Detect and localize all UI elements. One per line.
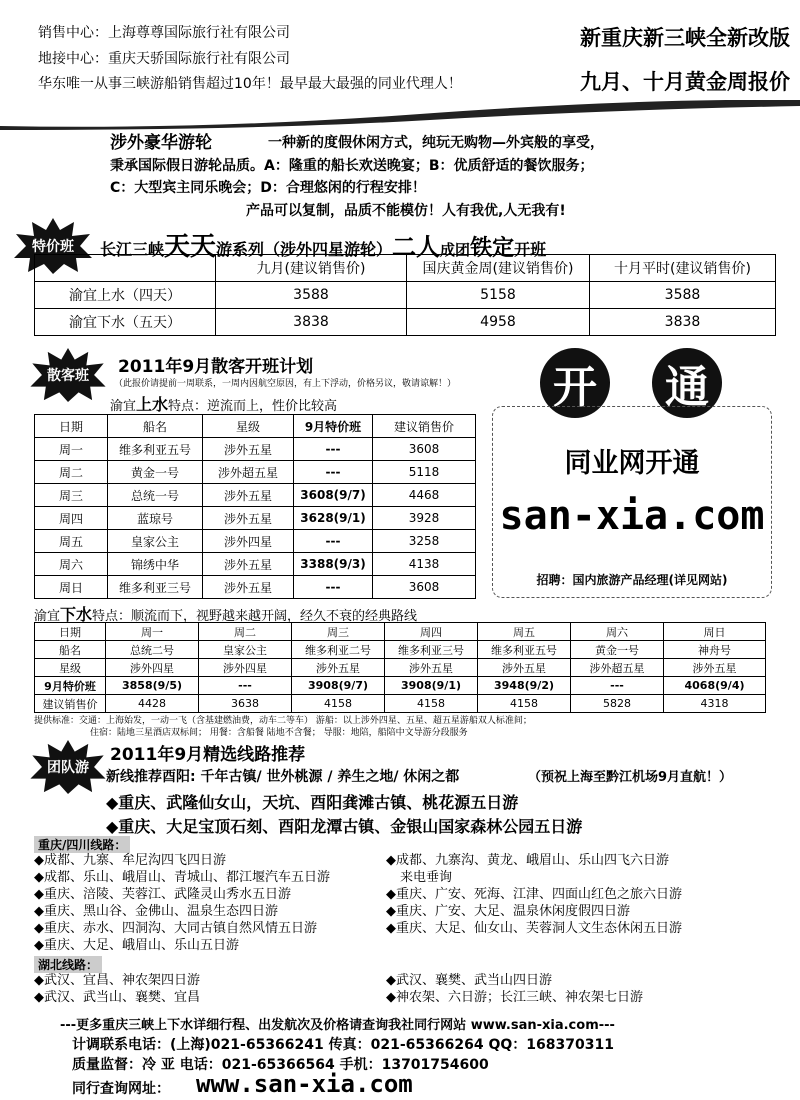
intro-text-2: 秉承国际假日游轮品质。A：隆重的船长欢送晚宴；B：优质舒适的餐饮服务； — [110, 158, 594, 174]
table-cell: 涉外五星 — [664, 659, 766, 677]
table-cell: 皇家公主 — [108, 530, 203, 553]
region-2-right-list — [386, 972, 643, 1006]
footer-more-info: ---更多重庆三峡上下水详细行程、出发航次及价格请查询我社同行网站 www.san-xia.com--- — [60, 1018, 615, 1033]
table-cell: 周日 — [35, 576, 108, 599]
group-badge — [30, 740, 106, 794]
table-cell: 3638 — [199, 695, 292, 713]
table-row — [35, 507, 476, 530]
list-item: ◆武汉、襄樊、武当山四日游 — [386, 973, 552, 988]
table-cell: 涉外五星 — [478, 659, 571, 677]
table-cell: 周二 — [35, 461, 108, 484]
table-cell: 涉外超五星 — [571, 659, 664, 677]
table-row — [35, 623, 766, 641]
table-cell: 周一 — [106, 623, 199, 641]
sanke-badge-text: 散客班 — [47, 368, 89, 384]
table-cell: 周五 — [478, 623, 571, 641]
intro-text-3: C：大型宾主同乐晚会；D：合理悠闲的行程安排！ — [110, 180, 426, 196]
table-cell: 周五 — [35, 530, 108, 553]
table-cell: --- — [571, 677, 664, 695]
table-cell: 周六 — [571, 623, 664, 641]
table-cell: --- — [294, 438, 373, 461]
header-reception-center: 地接中心：重庆天骄国际旅行社有限公司 — [38, 51, 290, 67]
footer-site-link[interactable]: www.san-xia.com — [196, 1070, 413, 1098]
table-cell: 船名 — [108, 415, 203, 438]
table-cell: 周日 — [664, 623, 766, 641]
downstream-label-c: 特点：顺流而下，视野越来越开阔，经久不衰的经典路线 — [92, 609, 418, 624]
table-cell: 3838 — [216, 309, 407, 336]
group-route-2: ◆重庆、大足宝顶石刻、酉阳龙潭古镇、金银山国家森林公园五日游 — [106, 817, 583, 836]
table-row — [35, 576, 476, 599]
table-cell: 涉外五星 — [203, 507, 294, 530]
table-cell: 周三 — [292, 623, 385, 641]
list-item: ◆重庆、大足、仙女山、芙蓉洞人文生态休闲五日游 — [386, 921, 682, 936]
footer-site-label: 同行查询网址： — [72, 1081, 170, 1097]
table-cell: 周一 — [35, 438, 108, 461]
table-cell: 神舟号 — [664, 641, 766, 659]
table-cell: 3608 — [373, 576, 476, 599]
table-cell: 黄金一号 — [108, 461, 203, 484]
list-item: ◆成都、九寨、牟尼沟四飞四日游 — [34, 853, 226, 868]
table-cell — [35, 255, 216, 282]
sanke-note: （此报价请提前一周联系，一周内因航空原因，有上下浮动，价格另议，敬请谅解！） — [114, 379, 457, 389]
table-cell: 黄金一号 — [571, 641, 664, 659]
list-item: ◆重庆、涪陵、芙蓉江、武隆灵山秀水五日游 — [34, 887, 291, 902]
ad-line-1: 同业网开通 — [564, 448, 700, 479]
footer-contact: 计调联系电话：(上海)021-65366241 传真：021-65366264 QQ：168370311 — [72, 1037, 614, 1053]
header-sales-center: 销售中心：上海尊尊国际旅行社有限公司 — [38, 25, 290, 41]
upstream-label-a: 渝宜 — [110, 399, 137, 414]
table-cell: --- — [294, 576, 373, 599]
table-cell: 日期 — [35, 415, 108, 438]
upstream-label-b: 上水 — [136, 395, 169, 414]
table-cell: 建议销售价 — [35, 695, 106, 713]
table-cell: 4318 — [664, 695, 766, 713]
table-cell: 总统二号 — [106, 641, 199, 659]
table-row — [35, 553, 476, 576]
table-cell: 4428 — [106, 695, 199, 713]
list-item: ◆重庆、广安、大足、温泉休闲度假四日游 — [386, 904, 630, 919]
table-cell: 十月平时(建议销售价) — [590, 255, 776, 282]
downstream-label-a: 渝宜 — [34, 609, 61, 624]
table-cell: 维多利亚五号 — [108, 438, 203, 461]
table-row — [35, 695, 766, 713]
table-cell: 涉外四星 — [199, 659, 292, 677]
special-title-a: 长江三峡 — [100, 240, 165, 259]
special-badge-text: 特价班 — [32, 239, 74, 255]
table-cell: 涉外五星 — [203, 438, 294, 461]
upstream-table — [34, 414, 476, 599]
table-cell: 周六 — [35, 553, 108, 576]
standards-line-1: 提供标准：交通：上海始发，一动一飞（含基建燃油费，动车二等车） 游船：以上涉外四星、五星、超五星游船双人标准间； — [34, 716, 532, 726]
table-cell: 九月(建议销售价) — [216, 255, 407, 282]
table-cell: 维多利亚三号 — [385, 641, 478, 659]
downstream-table — [34, 622, 766, 713]
table-cell: 4468 — [373, 484, 476, 507]
table-cell: 3608(9/7) — [294, 484, 373, 507]
special-price-table — [34, 254, 776, 336]
list-item: ◆神农架、六日游；长江三峡、神农架七日游 — [386, 990, 643, 1005]
table-cell: 4138 — [373, 553, 476, 576]
region-1-left-list — [34, 852, 330, 954]
table-cell: 周四 — [385, 623, 478, 641]
table-cell: 4158 — [385, 695, 478, 713]
ad-domain: san-xia.com — [499, 493, 765, 539]
table-cell: 4158 — [478, 695, 571, 713]
table-cell: 3948(9/2) — [478, 677, 571, 695]
table-cell: 涉外五星 — [385, 659, 478, 677]
table-row — [35, 461, 476, 484]
region-2-left-list — [34, 972, 200, 1006]
group-route-1: ◆重庆、武隆仙女山，天坑、酉阳龚滩古镇、桃花源五日游 — [106, 793, 519, 812]
table-cell: 5158 — [407, 282, 590, 309]
footer-quality: 质量监督：冷 亚 电话：021-65366564 手机：13701754600 — [72, 1057, 489, 1073]
table-cell: 4068(9/4) — [664, 677, 766, 695]
group-badge-text: 团队游 — [47, 760, 89, 776]
table-row — [35, 282, 776, 309]
table-cell: 涉外超五星 — [203, 461, 294, 484]
header-wave-divider — [0, 100, 800, 130]
header-tagline: 华东唯一从事三峡游船销售超过10年！最早最大最强的同业代理人！ — [38, 76, 462, 92]
table-cell: 星级 — [35, 659, 106, 677]
table-row — [35, 255, 776, 282]
table-cell: --- — [294, 530, 373, 553]
table-cell: 3258 — [373, 530, 476, 553]
table-cell: 涉外四星 — [203, 530, 294, 553]
table-row — [35, 659, 766, 677]
table-cell: 星级 — [203, 415, 294, 438]
table-row — [35, 530, 476, 553]
table-row — [35, 641, 766, 659]
table-row — [35, 309, 776, 336]
ad-recruit: 招聘：国内旅游产品经理(详见网站) — [536, 573, 728, 587]
special-title-g: 开班 — [514, 240, 547, 259]
upstream-label — [110, 392, 337, 415]
special-title-f: 铁定 — [470, 236, 515, 261]
region-label-hubei: 湖北线路： — [34, 956, 102, 973]
table-cell: 涉外五星 — [203, 553, 294, 576]
table-cell: 3858(9/5) — [106, 677, 199, 695]
table-row — [35, 438, 476, 461]
table-cell: 涉外四星 — [106, 659, 199, 677]
upstream-label-c: 特点：逆流而上，性价比较高 — [168, 399, 338, 414]
list-item: ◆成都、九寨沟、黄龙、峨眉山、乐山四飞六日游 — [386, 853, 669, 868]
table-cell: --- — [294, 461, 373, 484]
table-cell: 3588 — [216, 282, 407, 309]
table-cell: 涉外五星 — [203, 484, 294, 507]
table-cell: 蓝琼号 — [108, 507, 203, 530]
table-cell: 锦绣中华 — [108, 553, 203, 576]
table-cell: 渝宜上水（四天） — [35, 282, 216, 309]
table-cell: 船名 — [35, 641, 106, 659]
table-cell: 涉外五星 — [292, 659, 385, 677]
special-title-d: 二人 — [392, 233, 441, 261]
table-cell: 涉外五星 — [203, 576, 294, 599]
table-cell: 维多利亚三号 — [108, 576, 203, 599]
table-cell: 日期 — [35, 623, 106, 641]
sanke-title: 2011年9月散客开班计划 — [118, 357, 314, 377]
table-cell: 3628(9/1) — [294, 507, 373, 530]
table-cell: 建议销售价 — [373, 415, 476, 438]
downstream-label-b: 下水 — [60, 605, 93, 624]
intro-text-1: 一种新的度假休闲方式，纯玩无购物—外宾般的享受， — [268, 135, 604, 151]
list-item: ◆重庆、大足、峨眉山、乐山五日游 — [34, 938, 239, 953]
list-item: 来电垂询 — [400, 870, 453, 885]
list-item: ◆成都、乐山、峨眉山、青城山、都江堰汽车五日游 — [34, 870, 330, 885]
region-1-right-list — [386, 852, 682, 937]
table-cell: 5118 — [373, 461, 476, 484]
table-cell: 3908(9/1) — [385, 677, 478, 695]
list-item: ◆重庆、黑山谷、金佛山、温泉生态四日游 — [34, 904, 278, 919]
table-cell: 总统一号 — [108, 484, 203, 507]
ad-kai-circle: 开 — [540, 348, 610, 418]
headline-2: 九月、十月黄金周报价 — [580, 70, 790, 94]
table-cell: 9月特价班 — [294, 415, 373, 438]
table-cell: 3908(9/7) — [292, 677, 385, 695]
headline-1: 新重庆新三峡全新改版 — [580, 26, 790, 50]
table-cell: 3928 — [373, 507, 476, 530]
table-cell: 3838 — [590, 309, 776, 336]
table-cell: 5828 — [571, 695, 664, 713]
ad-box — [492, 406, 772, 598]
table-row — [35, 415, 476, 438]
table-cell: 9月特价班 — [35, 677, 106, 695]
table-cell: 3388(9/3) — [294, 553, 373, 576]
group-title: 2011年9月精选线路推荐 — [110, 745, 306, 765]
sanke-badge — [30, 348, 106, 402]
ad-tong-circle: 通 — [652, 348, 722, 418]
table-cell: --- — [199, 677, 292, 695]
intro-title: 涉外豪华游轮 — [110, 133, 212, 153]
table-cell: 周二 — [199, 623, 292, 641]
table-cell: 国庆黄金周(建议销售价) — [407, 255, 590, 282]
list-item: ◆武汉、武当山、襄樊、宜昌 — [34, 990, 200, 1005]
group-new-line-note: （预祝上海至黔江机场9月直航！） — [528, 770, 733, 785]
table-cell: 皇家公主 — [199, 641, 292, 659]
headline-box — [520, 18, 790, 108]
table-row — [35, 677, 766, 695]
table-row — [35, 484, 476, 507]
table-cell: 维多利亚五号 — [478, 641, 571, 659]
table-cell: 周三 — [35, 484, 108, 507]
table-cell: 4158 — [292, 695, 385, 713]
special-title-e: 成团 — [440, 241, 471, 259]
table-cell: 4958 — [407, 309, 590, 336]
list-item: ◆重庆、赤水、四洞沟、大同古镇自然风情五日游 — [34, 921, 317, 936]
region-label-sichuan: 重庆/四川线路： — [34, 836, 130, 853]
group-new-line: 新线推荐酉阳: 千年古镇/ 世外桃源 / 养生之地/ 休闲之都 — [106, 769, 460, 785]
table-cell: 3588 — [590, 282, 776, 309]
standards-line-2: 住宿：陆地三星酒店双标间； 用餐：含船餐 陆地不含餐； 导服：地陪，船陪中文导游分段服务 — [90, 728, 468, 738]
list-item: ◆重庆、广安、死海、江津、四面山红色之旅六日游 — [386, 887, 682, 902]
special-title-c: 游系列（涉外四星游轮） — [216, 240, 393, 259]
table-cell: 3608 — [373, 438, 476, 461]
intro-slogan: 产品可以复制，品质不能模仿！人有我优,人无我有! — [246, 203, 566, 219]
table-cell: 维多利亚二号 — [292, 641, 385, 659]
table-cell: 渝宜下水（五天） — [35, 309, 216, 336]
table-cell: 周四 — [35, 507, 108, 530]
special-title-b: 天天 — [164, 232, 217, 262]
list-item: ◆武汉、宜昌、神农架四日游 — [34, 973, 200, 988]
